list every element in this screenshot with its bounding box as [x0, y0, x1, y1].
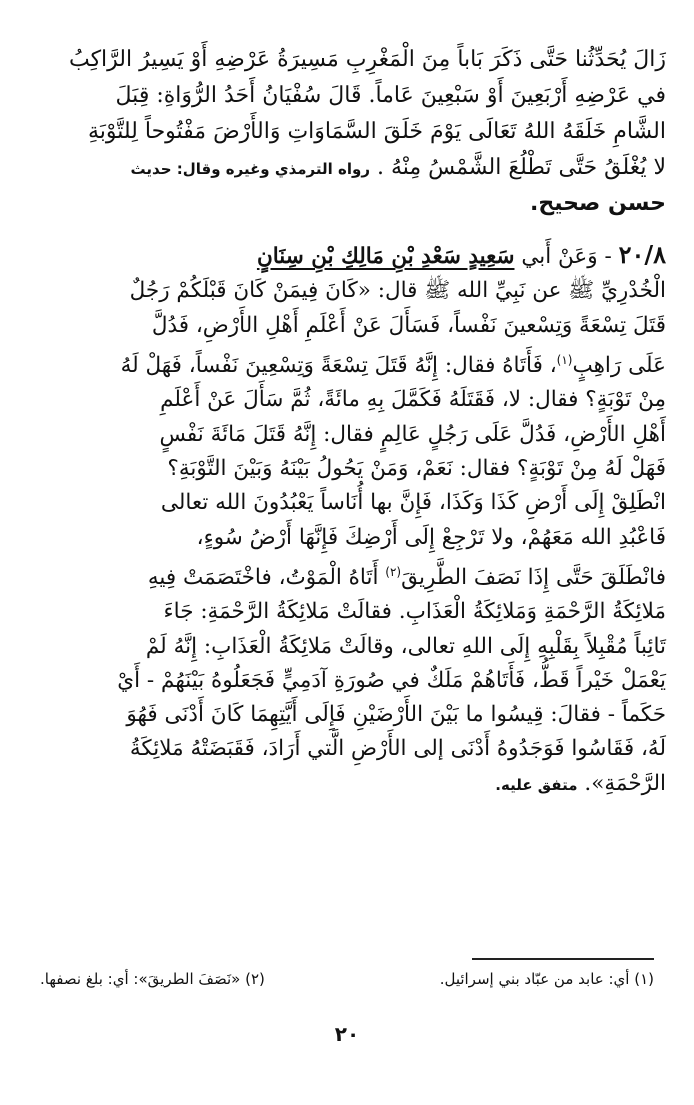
- continued-paragraph: [22, 42, 666, 221]
- text-line: [22, 555, 666, 595]
- narrator-name: سَعِيدٍ سَعْدِ بْنِ مَالِكِ بْنِ سِنَانٍ: [256, 244, 515, 269]
- hadith-grading: حسن صحيح.: [529, 191, 666, 216]
- text-line: قَتَلَ تِسْعَةً وَتِسْعينَ نَفْساً، فَسَأَلَ عَنْ أَعْلَمِ أَهْلِ الأَرْضِ، فَدُلَّ: [151, 312, 666, 338]
- text-line: لَهُ، فَقَاسُوا فَوَجَدُوهُ أَدْنَى إلى الأَرْضِ الَّتي أَرَادَ، فَقَبَضَتْهُ مَلائِكَةُ: [129, 736, 666, 762]
- text-line: [22, 343, 666, 383]
- text-line: حَكَماً - فقالَ: قِيسُوا ما بَيْنَ الأَرْضَيْنِ فَإِلَى أَيَّتِهِمَا كَانَ أَدْنَى فَهُوَ: [126, 702, 666, 728]
- text-line: الشَّامِ خَلَقَهُ اللهُ تَعَالَى يَوْمَ خَلَقَ السَّمَاوَاتِ وَالأَرْضَ مَفْتُوحاً لِلتَّوْبَةِ: [87, 119, 666, 144]
- text-line: تَائِباً مُقْبِلاً بِقَلْبِهِ إِلَى اللهِ تعالى، وقالَتْ مَلائِكَةُ الْعَذَابِ: إِنَّهُ لَمْ: [145, 633, 666, 659]
- footnote-ref-1: (١): [556, 352, 573, 367]
- text-line: مَلائِكَةُ الرَّحْمَةِ وَمَلائِكَةُ الْعَذَابِ. فقالَتْ مَلائِكَةُ الرَّحْمَةِ: جَاءَ: [163, 599, 666, 625]
- text-line: انْطَلِقْ إِلَى أَرْضِ كَذَا وَكَذَا، فَإِنَّ بها أُنَاساً يَعْبُدُونَ الله تعالى: [160, 490, 666, 516]
- text-line: في عَرْضِهِ أَرْبَعِينَ أَوْ سَبْعِينَ عَاماً. قَالَ سُفْيَانُ أَحَدُ الرُّوَاةِ: قِبَلَ: [115, 83, 666, 108]
- hadith-intro-line: [22, 238, 666, 274]
- text-line: مِنْ تَوْبَةٍ؟ فقال: لا، فَقَتَلَهُ فَكَمَّلَ بِهِ مائَةً، ثُمَّ سَأَلَ عَنْ أَعْلَمِ: [160, 387, 666, 413]
- hadith-section: [22, 238, 666, 802]
- text-line: زَالَ يُحَدِّثُنا حَتَّى ذَكَرَ بَاباً مِنَ الْمَغْرِبِ مَسِيرَةُ عَرْضِهِ أَوْ يَسِيرُ الرَّاكِبُ: [68, 47, 666, 72]
- text-line: [22, 767, 666, 802]
- intro-prefix: - وَعَنْ أَبي: [521, 244, 612, 269]
- text-line: فَاعْبُدِ الله مَعَهُمْ، ولا تَرْجِعْ إِلَى أَرْضِكَ فَإِنَّهَا أَرْضُ سُوءٍ،: [196, 524, 666, 550]
- hadith-body: [22, 238, 666, 802]
- footnote-divider: [472, 958, 654, 960]
- text-segment: ، فَأَتَاهُ فقال: إِنَّهُ قَتَلَ تِسْعَةً وَتِسْعِينَ نَفْساً، فَهَلْ لَهُ: [120, 353, 557, 379]
- text-line: الْخُدْرِيِّ ﷺ عن نَبِيِّ الله ﷺ قال: «كَانَ فِيمَنْ كَانَ قَبْلَكُمْ رَجُلٌ: [129, 278, 666, 304]
- footnote-ref-2: (٢): [385, 564, 402, 579]
- text-line: أَهْلِ الأَرْضِ، فَدُلَّ عَلَى رَجُلٍ عَالِمٍ فقال: إِنَّهُ قَتَلَ مَائَةَ نَفْسٍ: [159, 421, 666, 447]
- text-segment: عَلَى رَاهِبٍ: [572, 353, 666, 379]
- hadith-reference: رواه الترمذي وغيره وقال: حديث: [130, 160, 370, 178]
- text-line: [22, 150, 666, 187]
- footnote-2: (٢) «نَصَفَ الطريقَ»: أي: بلغ نصفها.: [40, 970, 265, 988]
- text-segment: أَتَاهُ الْمَوْتُ، فاخْتَصَمَتْ فِيهِ: [147, 564, 386, 590]
- text-segment: فانْطَلَقَ حَتَّى إِذَا نَصَفَ الطَّرِيقَ: [401, 564, 666, 590]
- footnote-1: (١) أي: عابد من عبّاد بني إسرائيل.: [439, 970, 654, 988]
- text-segment: لا يُغْلَقُ حَتَّى تَطْلُعَ الشَّمْسُ مِنْهُ .: [376, 155, 666, 180]
- text-segment: الرَّحْمَةِ».: [584, 770, 666, 796]
- hadith-agreement: متفق عليه.: [495, 775, 578, 794]
- text-line: يَعْمَلْ خَيْراً قَطُّ، فَأَتَاهُمْ مَلَكٌ في صُورَةِ آدَمِيٍّ فَجَعَلُوهُ بَيْنَهُمْ - أَيْ: [117, 667, 666, 693]
- hadith-number: ٢٠/٨: [618, 240, 666, 269]
- page-number: ٢٠: [334, 1022, 360, 1046]
- text-line: فَهَلْ لَهُ مِنْ تَوْبَةٍ؟ فقال: نَعَمْ، وَمَنْ يَحُولُ بَيْنَهُ وَبَيْنَ التَّوْبَةِ؟: [167, 455, 666, 481]
